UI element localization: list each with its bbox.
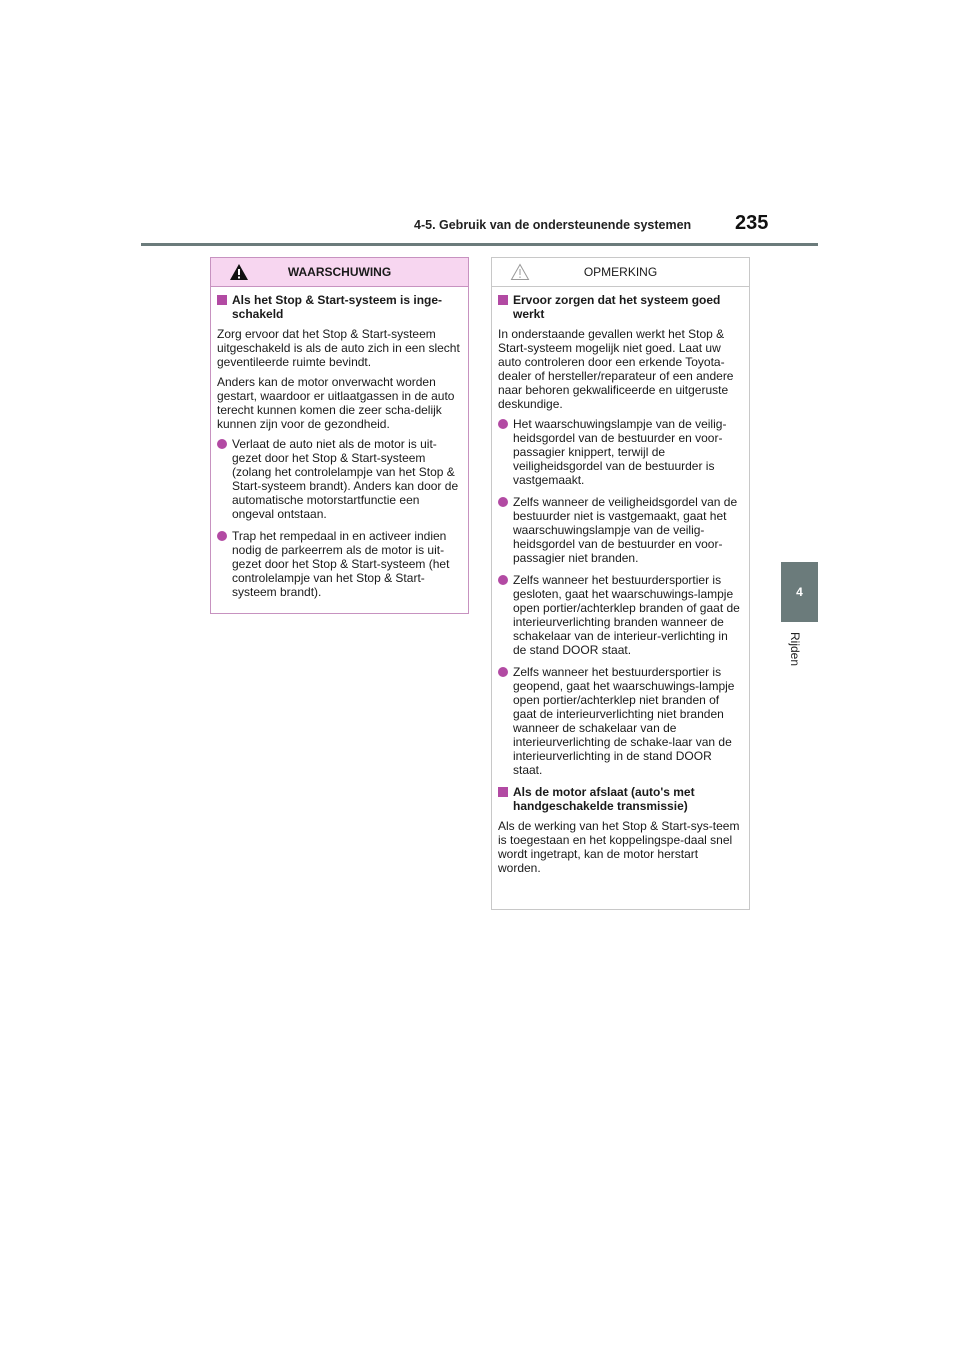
chapter-label-text: Rijden	[788, 632, 802, 667]
warning-header	[211, 258, 468, 287]
warning-box	[210, 257, 469, 614]
warning-triangle-icon	[229, 263, 249, 281]
notice-box	[491, 257, 750, 910]
notice-bullet	[498, 417, 743, 487]
circle-bullet-icon	[498, 667, 508, 677]
circle-bullet-icon	[498, 497, 508, 507]
square-bullet-icon	[498, 295, 508, 305]
notice-paragraph: Als de werking van het Stop & Start-sys-teem is toegestaan en het koppelingspe-daal snel wordt ingetrapt, kan de motor herstart worden.	[498, 819, 740, 875]
warning-bullet	[217, 529, 462, 599]
square-bullet-icon	[217, 295, 227, 305]
notice-section-heading	[498, 293, 743, 321]
square-bullet-icon	[498, 787, 508, 797]
notice-bullet-text: Zelfs wanneer het bestuurdersportier is gesloten, gaat het waarschuwings-lampje open portier/achterklep branden of gaat de interieurverlichting branden wanneer de schakelaar van de interieur-verlichting in de stand DOOR staat.	[513, 573, 740, 657]
notice-heading-text: Ervoor zorgen dat het systeem goed werkt	[513, 293, 721, 321]
chapter-tab[interactable]	[781, 562, 818, 622]
section-title: 4-5. Gebruik van de ondersteunende systemen	[414, 218, 692, 232]
warning-paragraph: Zorg ervoor dat het Stop & Start-systeem uitgeschakeld is als de auto zich in een slecht geventileerde ruimte bevindt.	[217, 327, 460, 369]
circle-bullet-icon	[498, 575, 508, 585]
notice-bullet-text: Zelfs wanneer het bestuurdersportier is geopend, gaat het waarschuwings-lampje open portier/achterklep niet branden of gaat de interieurverlichting niet branden wanneer de schakelaar van de interieurverlichting de schake-laar van de interieurverlichting in de stand DOOR staat.	[513, 665, 735, 777]
chapter-number: 4	[796, 585, 803, 599]
notice-bullet	[498, 573, 743, 657]
chapter-label	[774, 632, 824, 692]
caution-outline-icon	[510, 263, 530, 281]
circle-bullet-icon	[498, 419, 508, 429]
warning-heading-text: Als het Stop & Start-systeem is inge-schakeld	[232, 293, 443, 321]
warning-title: WAARSCHUWING	[287, 265, 392, 279]
header-divider	[141, 243, 818, 246]
notice-bullet	[498, 495, 743, 565]
page-number: 235	[735, 212, 769, 234]
notice-bullet	[498, 665, 743, 777]
notice-title: OPMERKING	[583, 265, 658, 279]
notice-heading-text: Als de motor afslaat (auto's met handgeschakelde transmissie)	[513, 785, 695, 813]
circle-bullet-icon	[217, 439, 227, 449]
warning-bullet-text: Verlaat de auto niet als de motor is uit-gezet door het Stop & Start-systeem (zolang het controlelampje van het Stop & Start-systeem brandt). Anders kan door de automatische motorstartfunctie een ongeval ontstaan.	[232, 437, 459, 521]
warning-section-heading	[217, 293, 462, 321]
warning-bullet-text: Trap het rempedaal in en activeer indien nodig de parkeerrem als de motor is uit-gezet door het Stop & Start-systeem (het controlelampje van het Stop & Start-systeem brandt).	[232, 529, 450, 599]
notice-header	[492, 258, 749, 287]
circle-bullet-icon	[217, 531, 227, 541]
warning-bullet	[217, 437, 462, 521]
notice-paragraph: In onderstaande gevallen werkt het Stop & Start-systeem mogelijk niet goed. Laat uw auto controleren door een erkende Toyota-dealer of hersteller/reparateur of een andere naar behoren gekwalificeerde en uitgeruste deskundige.	[498, 327, 734, 411]
notice-bullet-text: Zelfs wanneer de veiligheidsgordel van de bestuurder niet is vastgemaakt, gaat het waarschuwingslampje van de veilig-heidsgordel van de bestuurder en voor-passagier niet branden.	[513, 495, 738, 565]
notice-bullet-text: Het waarschuwingslampje van de veilig-heidsgordel van de bestuurder en voor-passagier knippert, terwijl de veiligheidsgordel van de bestuurder is vastgemaakt.	[513, 417, 727, 487]
warning-paragraph: Anders kan de motor onverwacht worden gestart, waardoor er uitlaatgassen in de auto terecht kunnen komen die zeer scha-delijk kunnen zijn voor de gezondheid.	[217, 375, 455, 431]
notice-section-heading	[498, 785, 743, 813]
